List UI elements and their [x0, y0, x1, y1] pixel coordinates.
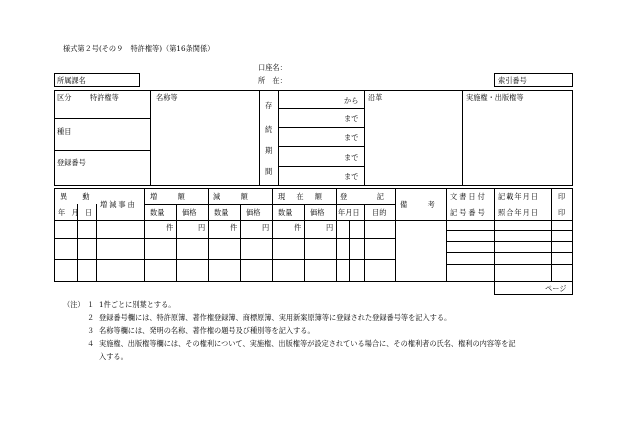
category-label: 区分: [57, 93, 72, 102]
category-value: 特許権等: [90, 93, 119, 102]
note-4-text-cont: 入する。: [99, 352, 128, 361]
duration-char-1: 存: [265, 101, 273, 110]
current-label: 現 在 額: [278, 192, 324, 201]
until-label-2: まで: [344, 133, 359, 142]
notes-heading: （注）: [63, 300, 85, 309]
from-label: から: [344, 96, 359, 105]
note-2-num: ２: [87, 313, 95, 322]
history-label: 沿革: [368, 93, 383, 102]
record-label: 登 記: [340, 192, 386, 201]
note-3-num: ３: [87, 326, 95, 335]
type-label: 種目: [57, 127, 72, 136]
note-2-text: 登録番号欄には、特許原簿、著作権登録簿、商標原簿、実用新案原簿等に登録された登録番号等を記入する。: [99, 313, 452, 322]
entry-date-label: 記載年月日: [498, 192, 539, 201]
page-label: ページ: [545, 284, 567, 293]
decrease-qty-label: 数量: [214, 208, 229, 217]
record-date-label: 年月日: [338, 208, 360, 217]
note-1-num: １: [87, 300, 95, 309]
current-price-label: 価格: [310, 208, 325, 217]
decrease-unit-count: 件: [230, 223, 238, 232]
duration-char-2: 続: [265, 125, 273, 134]
increase-price-label: 価格: [182, 208, 197, 217]
change-label: 異 動: [60, 192, 94, 201]
decrease-label: 減 額: [213, 192, 250, 201]
upper-table: [54, 90, 573, 186]
address-label: 所 在：: [258, 76, 287, 85]
duration-char-3: 期: [265, 146, 273, 155]
ref-date-label: 照合年月日: [498, 208, 539, 217]
note-4-text: 実施権、出版権等欄には、その権利について、実施権、出版権等が設定されている場合に、その権利者の氏名、権利の内容等を記: [99, 339, 516, 348]
duration-char-4: 間: [265, 167, 273, 176]
current-unit-count: 件: [294, 223, 302, 232]
current-unit-yen: 円: [326, 223, 334, 232]
form-title: 様式第２号(その９ 特許権等)（第16条関係）: [63, 44, 215, 53]
account-name-label: 口座名：: [258, 63, 287, 72]
reason-label: 増減事由: [100, 200, 137, 209]
increase-unit-count: 件: [166, 223, 174, 232]
record-purpose-label: 目的: [372, 208, 387, 217]
seal-label-2: 印: [558, 208, 566, 217]
note-1-text: 1件ごとに別葉とする。: [99, 300, 176, 309]
doc-date-label: 文書日付: [450, 192, 487, 201]
note-3-text: 名称等欄には、発明の名称、著作権の題号及び種別等を記入する。: [99, 326, 315, 335]
license-label: 実施権・出版権等: [466, 93, 524, 102]
increase-label: 増 額: [150, 192, 187, 201]
increase-unit-yen: 円: [198, 223, 206, 232]
decrease-price-label: 価格: [246, 208, 261, 217]
note-4-num: ４: [87, 339, 95, 348]
increase-qty-label: 数量: [150, 208, 165, 217]
department-label: 所属課名: [57, 76, 86, 85]
index-label: 索引番号: [498, 76, 527, 85]
doc-no-label: 記号番号: [450, 208, 487, 217]
change-date-label: 年 月 日: [58, 208, 95, 217]
decrease-unit-yen: 円: [262, 223, 270, 232]
current-qty-label: 数量: [278, 208, 293, 217]
seal-label-1: 印: [558, 192, 566, 201]
until-label-3: まで: [344, 153, 359, 162]
until-label-1: まで: [344, 114, 359, 123]
remarks-label: 備 考: [400, 200, 437, 209]
reg-no-label: 登録番号: [57, 158, 86, 167]
until-label-4: まで: [344, 172, 359, 181]
name-label: 名称等: [156, 93, 178, 102]
